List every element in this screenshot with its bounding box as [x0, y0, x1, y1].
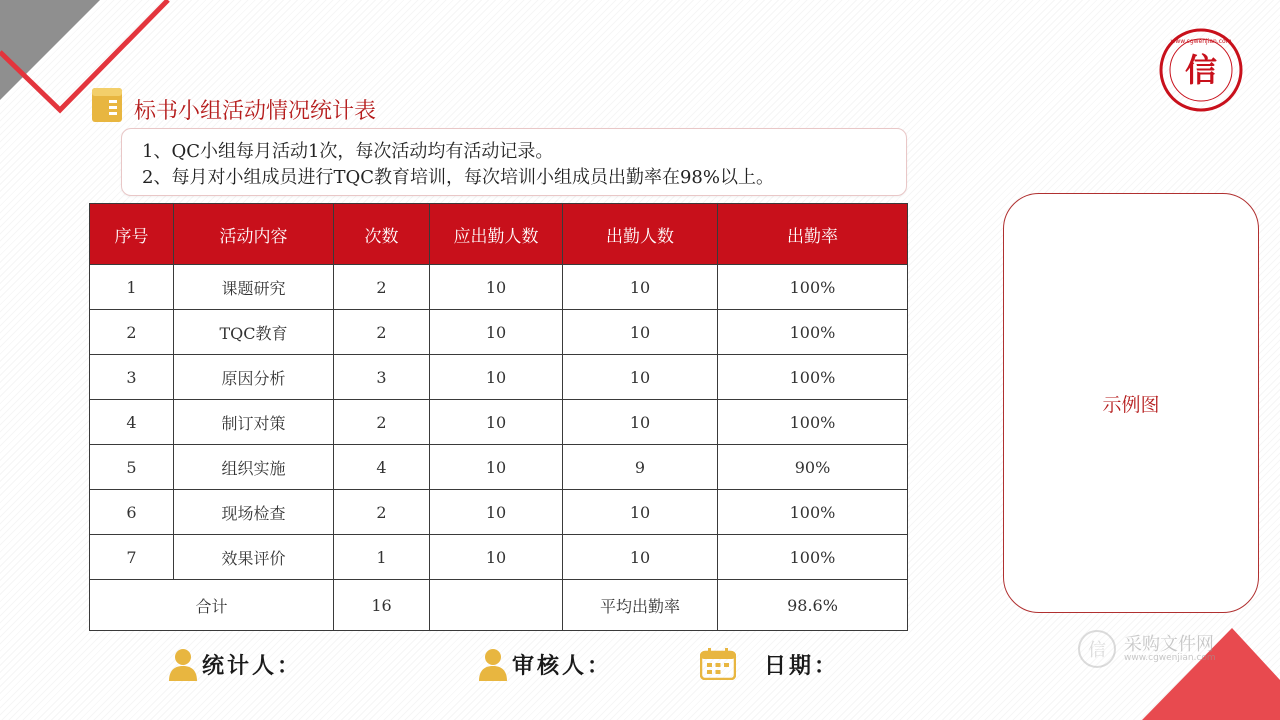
cell-rate: 100%: [718, 535, 908, 580]
table-row: [90, 490, 908, 535]
cell-attended: 10: [563, 265, 718, 310]
cell-times: 2: [334, 265, 430, 310]
table-row: [90, 355, 908, 400]
date-signature: [700, 646, 839, 682]
total-count: 16: [334, 580, 430, 631]
cell-rate: 100%: [718, 310, 908, 355]
cell-expected: 10: [430, 400, 563, 445]
cell-expected: 10: [430, 445, 563, 490]
cell-index: 5: [90, 445, 174, 490]
cell-attended: 10: [563, 490, 718, 535]
svg-text:www.cgwenjian.com: www.cgwenjian.com: [1170, 38, 1232, 45]
cell-expected: 10: [430, 310, 563, 355]
cell-attended: 10: [563, 310, 718, 355]
cell-index: 1: [90, 265, 174, 310]
person-icon: [478, 647, 508, 681]
page-title: 标书小组活动情况统计表: [134, 99, 377, 124]
notes-box: [121, 128, 907, 196]
cell-content: TQC教育: [174, 310, 334, 355]
cell-rate: 100%: [718, 355, 908, 400]
example-image-label: 示例图: [1102, 393, 1160, 416]
cell-attended: 10: [563, 535, 718, 580]
table-row: [90, 445, 908, 490]
cell-index: 7: [90, 535, 174, 580]
note-line-2: 2、每月对小组成员进行TQC教育培训，每次培训小组成员出勤率在98%以上。: [142, 167, 774, 188]
cell-expected: 10: [430, 490, 563, 535]
total-label: 合计: [90, 580, 334, 631]
col-header-times: 次数: [334, 204, 430, 265]
col-header-index: 序号: [90, 204, 174, 265]
cell-content: 组织实施: [174, 445, 334, 490]
cell-rate: 100%: [718, 265, 908, 310]
date-label: 日期：: [764, 652, 840, 679]
person-icon: [168, 647, 198, 681]
cell-content: 现场检查: [174, 490, 334, 535]
cell-content: 制订对策: [174, 400, 334, 445]
average-rate-value: 98.6%: [718, 580, 908, 631]
col-header-attended: 出勤人数: [563, 204, 718, 265]
statistician-label: 统计人：: [202, 652, 303, 679]
cell-index: 4: [90, 400, 174, 445]
cell-times: 1: [334, 535, 430, 580]
cell-index: 2: [90, 310, 174, 355]
cell-content: 效果评价: [174, 535, 334, 580]
statistician-signature: [168, 646, 302, 682]
summary-row: [90, 580, 908, 631]
table-row: [90, 265, 908, 310]
table-row: [90, 535, 908, 580]
cell-times: 2: [334, 400, 430, 445]
brand-seal-logo: [1158, 27, 1244, 113]
table-header-row: [90, 204, 908, 265]
cell-times: 2: [334, 490, 430, 535]
cell-attended: 10: [563, 400, 718, 445]
svg-text:信: 信: [1088, 640, 1106, 661]
example-image-placeholder: [1003, 193, 1259, 613]
table-row: [90, 310, 908, 355]
cell-attended: 9: [563, 445, 718, 490]
cell-rate: 90%: [718, 445, 908, 490]
activity-stats-table: [89, 203, 908, 631]
cell-index: 6: [90, 490, 174, 535]
cell-expected: 10: [430, 355, 563, 400]
cell-content: 课题研究: [174, 265, 334, 310]
reviewer-signature: [478, 646, 612, 682]
cell-expected: 10: [430, 265, 563, 310]
watermark-url: www.cgwenjian.com: [1124, 653, 1216, 663]
calendar-icon: [700, 648, 736, 680]
reviewer-label: 审核人：: [512, 652, 613, 679]
cell-rate: 100%: [718, 490, 908, 535]
cell-rate: 100%: [718, 400, 908, 445]
cell-times: 2: [334, 310, 430, 355]
table-icon: [92, 88, 122, 122]
watermark-brand: 采购文件网: [1124, 634, 1214, 655]
svg-text:信: 信: [1184, 51, 1218, 89]
note-line-1: 1、QC小组每月活动1次，每次活动均有活动记录。: [142, 141, 554, 162]
cell-expected: 10: [430, 535, 563, 580]
cell-times: 4: [334, 445, 430, 490]
average-rate-label: 平均出勤率: [563, 580, 718, 631]
summary-empty-cell: [430, 580, 563, 631]
cell-times: 3: [334, 355, 430, 400]
col-header-expected: 应出勤人数: [430, 204, 563, 265]
cell-index: 3: [90, 355, 174, 400]
table-row: [90, 400, 908, 445]
col-header-content: 活动内容: [174, 204, 334, 265]
cell-attended: 10: [563, 355, 718, 400]
cell-content: 原因分析: [174, 355, 334, 400]
col-header-rate: 出勤率: [718, 204, 908, 265]
